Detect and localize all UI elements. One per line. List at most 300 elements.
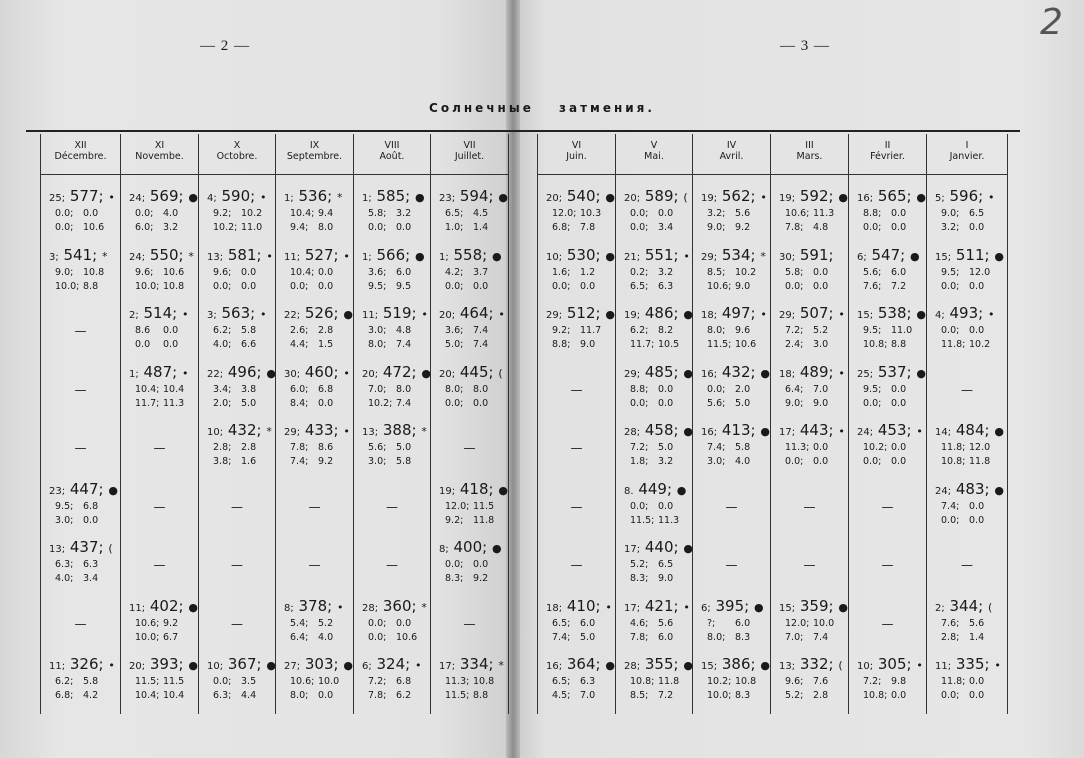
month-roman: III [805, 140, 814, 151]
value: 3.4; [213, 383, 232, 395]
no-eclipse-dash: — [386, 499, 398, 514]
cell-content [849, 655, 926, 713]
value: 9.0 [735, 280, 751, 292]
no-eclipse-dash: — [153, 499, 166, 514]
no-eclipse-dash: — [308, 558, 321, 572]
eclipse-date: 3; [207, 310, 217, 321]
value-line [276, 675, 353, 689]
eclipse-heading [616, 480, 692, 500]
value: 6.3 [580, 676, 596, 687]
eclipse-cell [771, 597, 849, 656]
value: 0.0 [891, 690, 907, 701]
value: 0.0 [891, 383, 907, 395]
value-line [199, 280, 275, 294]
month-name: Juin. [566, 151, 587, 162]
value: 6.0 [658, 631, 674, 643]
value: 5.4; [290, 617, 309, 629]
eclipse-cell [849, 655, 927, 714]
value: 10.6; [707, 280, 732, 292]
value: 1.8; [630, 456, 649, 467]
value: 8.3; [445, 573, 464, 584]
cell-content [354, 187, 430, 245]
value-line [693, 397, 770, 411]
value: 4.4 [241, 690, 257, 701]
value: 9.2; [445, 514, 464, 526]
cell-content [41, 597, 120, 655]
value-line [693, 280, 770, 294]
value-line [616, 514, 692, 528]
month-roman: II [884, 140, 891, 151]
value: 8.0 [473, 383, 489, 395]
eclipse-cell [927, 187, 1008, 246]
value-line [616, 338, 692, 352]
eclipse-date: 13; [207, 251, 224, 263]
eclipse-heading [199, 655, 275, 675]
value: 0.0; [55, 208, 74, 219]
value: 0.0; [368, 631, 387, 643]
cell-content [693, 363, 770, 421]
value: 5.2 [813, 325, 829, 336]
eclipse-cell [616, 421, 693, 480]
table-row [538, 304, 1008, 363]
eclipse-heading [771, 363, 848, 383]
value: 10.4 [163, 383, 185, 395]
value: 3.2 [163, 222, 179, 233]
value: 0.0; [630, 208, 649, 219]
eclipse-heading [616, 304, 692, 324]
value: 0.0 [891, 397, 907, 409]
cell-content [771, 480, 848, 538]
value-line [354, 397, 430, 411]
cell-content [199, 187, 275, 245]
cell-content [354, 655, 430, 713]
eclipse-number: 421; [644, 596, 679, 615]
value: 6.5; [552, 617, 571, 629]
eclipse-number: 551; [644, 245, 679, 264]
value-line [354, 221, 430, 235]
cell-content [538, 480, 615, 538]
cell-content [616, 187, 692, 245]
value-line [41, 514, 120, 528]
eclipse-date: 17; [439, 661, 456, 672]
eclipse-heading [199, 187, 275, 207]
table-row [538, 480, 1008, 539]
no-eclipse-dash: — [74, 324, 87, 338]
eclipse-number: 484; [955, 421, 990, 439]
eclipse-number: 594; [459, 187, 494, 205]
eclipse-number: 538; [877, 304, 912, 322]
no-eclipse-dash: — [881, 558, 894, 572]
eclipse-cell [927, 421, 1008, 480]
eclipse-type-symbol: • [259, 191, 267, 204]
eclipse-heading [927, 655, 1007, 675]
eclipse-type-symbol: • [994, 659, 1001, 672]
cell-content [121, 304, 198, 362]
eclipse-date: 10; [546, 251, 563, 263]
eclipse-date: 29; [701, 251, 718, 263]
eclipse-cell [693, 187, 771, 246]
value-line [199, 338, 275, 352]
value: 6.3; [213, 690, 232, 701]
eclipse-heading [276, 246, 353, 266]
value: 6.8 [318, 383, 334, 395]
cell-content [431, 187, 508, 245]
eclipse-cell [121, 421, 199, 480]
cell-content [121, 480, 198, 538]
eclipse-cell [849, 480, 927, 539]
eclipse-number: 458; [644, 421, 679, 439]
value: 4.2; [445, 266, 464, 278]
month-header [771, 134, 849, 175]
cell-content [121, 421, 198, 479]
eclipse-date: 10; [207, 661, 224, 672]
no-eclipse-dash: — [231, 499, 243, 514]
value: 5.8 [735, 442, 751, 453]
eclipse-type-symbol: • [916, 425, 923, 438]
value-line [121, 675, 198, 689]
value: 7.6 [813, 676, 829, 687]
eclipse-number: 447; [69, 479, 104, 498]
value: 11.5; [707, 339, 732, 350]
cell-content [431, 304, 508, 362]
eclipse-heading [927, 480, 1007, 500]
value: 11.8; [941, 339, 966, 350]
eclipse-heading [693, 421, 770, 441]
value: 9.2; [552, 325, 571, 336]
cell-content [927, 246, 1007, 304]
cell-content [121, 187, 198, 245]
eclipse-heading [276, 304, 353, 324]
eclipse-heading [616, 187, 692, 207]
value-line [199, 455, 275, 469]
value: 3.8; [213, 456, 232, 467]
value: 9.0 [813, 397, 829, 409]
eclipse-cell [616, 480, 693, 539]
eclipse-type-symbol: • [838, 366, 845, 380]
eclipse-type-symbol: ● [414, 191, 425, 204]
eclipse-type-symbol: ● [108, 483, 118, 497]
value: 0.0 [969, 222, 985, 233]
top-rule [26, 130, 1020, 132]
eclipse-type-symbol: ● [916, 191, 926, 204]
value: 3.6; [368, 266, 387, 278]
eclipse-cell [616, 538, 693, 597]
value: 12.0 [969, 266, 991, 278]
eclipse-heading [616, 655, 692, 675]
value: 7.8; [368, 690, 387, 701]
eclipse-type-symbol: ● [994, 425, 1004, 438]
eclipse-date: 20; [362, 368, 379, 380]
value: 0.0 [163, 339, 179, 350]
eclipse-number: 589; [644, 187, 679, 205]
eclipse-number: 437; [69, 538, 104, 556]
value-line [849, 383, 926, 397]
table-row [538, 655, 1008, 714]
eclipse-cell [693, 304, 771, 363]
cell-content [199, 538, 275, 596]
cell-content [41, 538, 120, 596]
value: 5.0 [580, 631, 596, 643]
eclipse-heading [538, 187, 615, 207]
value: 11.5 [163, 676, 185, 687]
value: 11.5; [630, 514, 655, 526]
value: 10.2; [368, 397, 393, 409]
eclipse-number: 440; [644, 538, 679, 556]
value: 10.6; [290, 676, 315, 687]
value-line [849, 207, 926, 221]
value: 2.8 [318, 325, 334, 336]
eclipse-date: 1; [129, 368, 139, 380]
cell-content [276, 187, 353, 245]
eclipse-number: 410; [566, 596, 601, 615]
eclipse-heading [354, 363, 430, 383]
value-line [276, 689, 353, 703]
value: 3.2 [658, 266, 674, 278]
value-line [199, 221, 275, 235]
cell-content [849, 480, 926, 538]
eclipse-number: 402; [149, 596, 184, 615]
cell-content [276, 363, 353, 421]
value: 5.6 [658, 617, 674, 629]
eclipse-heading [41, 538, 120, 558]
eclipse-type-symbol: ● [498, 191, 508, 204]
value: 8.3; [630, 573, 649, 584]
value: 4.0 [735, 456, 751, 467]
eclipse-cell [41, 421, 121, 480]
eclipse-heading [354, 597, 430, 617]
value: 10.4; [135, 383, 160, 395]
value: 0.0 [891, 208, 907, 219]
eclipse-cell [199, 655, 276, 714]
value: 2.8; [941, 631, 960, 643]
eclipse-number: 526; [304, 304, 339, 322]
value: 10.0; [135, 280, 160, 292]
eclipse-date: 18; [779, 368, 796, 380]
value: 5.2 [318, 617, 334, 629]
eclipse-number: 540; [566, 187, 601, 205]
eclipse-cell [538, 655, 616, 714]
handwritten-page-mark: 2 [1040, 2, 1063, 43]
value-line [849, 397, 926, 411]
value: 0.0 [318, 280, 334, 292]
eclipse-cell [431, 246, 509, 305]
value: 6.4; [785, 383, 804, 395]
cell-content [199, 363, 275, 421]
value-line [771, 689, 848, 703]
eclipse-number: 558; [453, 245, 488, 264]
value-line [771, 338, 848, 352]
eclipse-date: 20; [546, 193, 563, 204]
eclipse-heading [849, 246, 926, 266]
value: 7.2 [658, 690, 674, 701]
no-eclipse-dash: — [231, 558, 243, 572]
cell-content [849, 363, 926, 421]
eclipse-date: 20; [624, 193, 641, 204]
value: 3.0; [707, 456, 726, 467]
cell-content [354, 304, 430, 362]
value-line [276, 383, 353, 397]
eclipse-date: 1; [284, 193, 294, 204]
value: 4.0; [213, 339, 232, 350]
no-eclipse-dash: — [725, 499, 738, 514]
eclipse-number: 485; [644, 362, 679, 381]
value-line [693, 383, 770, 397]
no-eclipse-dash: — [961, 558, 973, 572]
eclipse-heading [354, 187, 430, 207]
value-line [771, 221, 848, 235]
value: 7.6; [863, 280, 882, 292]
value: 0.0 [396, 617, 412, 629]
value-line [431, 572, 508, 586]
eclipse-cell [693, 655, 771, 714]
eclipse-type-symbol: ● [498, 483, 508, 497]
value-line [276, 631, 353, 645]
eclipse-date: 11; [362, 310, 379, 321]
eclipse-date: 5; [935, 193, 945, 204]
value: 10.2; [213, 222, 238, 233]
table-row [538, 538, 1008, 597]
eclipse-number: 472; [382, 362, 417, 381]
value-line [927, 266, 1007, 280]
eclipse-date: 11; [129, 602, 146, 614]
eclipse-type-symbol: ● [491, 542, 502, 555]
eclipse-cell [354, 421, 431, 480]
eclipse-date: 13; [362, 427, 379, 438]
value: 11.7 [580, 325, 602, 336]
value: 7.4 [813, 631, 829, 643]
eclipse-date: 24; [857, 427, 874, 438]
value-line [693, 207, 770, 221]
value-line [693, 266, 770, 280]
value: 5.6; [368, 442, 387, 453]
eclipse-cell [354, 597, 431, 656]
eclipse-heading [849, 187, 926, 207]
value: 10.8 [83, 266, 105, 278]
cell-content [849, 421, 926, 479]
cell-content [276, 246, 353, 304]
value: 2.0 [735, 383, 751, 395]
value: 10.8 [735, 676, 757, 687]
cell-content [616, 246, 692, 304]
eclipse-type-symbol: ( [987, 600, 993, 614]
eclipse-number: 432; [227, 421, 262, 439]
value: 11.3 [658, 514, 680, 526]
eclipse-date: 15; [935, 251, 952, 263]
value: 2.6; [290, 325, 309, 336]
eclipse-type-symbol: ● [916, 308, 926, 321]
value-line [41, 280, 120, 294]
eclipse-type-symbol: ● [683, 308, 693, 321]
value: 10.2; [863, 442, 888, 453]
value: 2.8 [241, 442, 257, 453]
value-line [616, 280, 692, 294]
value: 11.0 [891, 325, 913, 336]
value: 9.0; [785, 397, 804, 409]
eclipse-type-symbol: ● [605, 249, 615, 263]
value: 12.0; [552, 208, 577, 219]
eclipse-heading [927, 597, 1007, 617]
value: 0.0 [969, 514, 985, 526]
value: 6.8; [552, 222, 571, 233]
eclipse-number: 418; [459, 479, 494, 498]
value: 7.2; [368, 676, 387, 687]
month-name: Janvier. [949, 151, 985, 162]
cell-content [199, 480, 275, 538]
value-line [849, 338, 926, 352]
no-eclipse-dash: — [74, 616, 87, 631]
value-line [693, 675, 770, 689]
value: 0.0; [941, 690, 960, 701]
cell-content [431, 363, 508, 421]
eclipse-number: 537; [877, 362, 912, 381]
value: 9.2 [163, 617, 179, 629]
value-line [41, 558, 120, 572]
value: 10.4; [290, 266, 315, 278]
eclipse-heading [693, 304, 770, 324]
value: 7.4 [473, 325, 489, 336]
cell-content [771, 304, 848, 362]
value-line [121, 338, 198, 352]
value-line [354, 631, 430, 645]
eclipse-heading [199, 363, 275, 383]
eclipse-date: 16; [701, 427, 718, 438]
value-line [849, 689, 926, 703]
table-row [538, 363, 1008, 422]
value-line [538, 207, 615, 221]
value: 5.0 [241, 397, 257, 409]
eclipse-type-symbol: ● [188, 600, 198, 614]
eclipse-type-symbol: ( [108, 542, 113, 555]
eclipse-heading [927, 246, 1007, 266]
value-line [927, 280, 1007, 294]
eclipse-type-symbol: ● [414, 249, 425, 263]
value: 7.2; [630, 442, 649, 453]
page-number-left: — 2 — [200, 38, 250, 54]
value-line [616, 383, 692, 397]
value-line [927, 689, 1007, 703]
value: 0.0 [658, 208, 674, 219]
value-line [538, 631, 615, 645]
eclipse-number: 367; [227, 655, 262, 673]
cell-content [41, 363, 120, 421]
value: 7.4 [396, 339, 412, 350]
value: 3.4 [83, 573, 99, 584]
month-name: Mars. [796, 151, 823, 162]
value-line [41, 689, 120, 703]
cell-content [276, 655, 353, 713]
eclipse-date: 19; [624, 310, 641, 321]
value: 8.8; [552, 339, 571, 350]
value-line [849, 675, 926, 689]
value: 0.0; [630, 500, 649, 512]
eclipse-date: 6; [857, 251, 867, 263]
value: 6.6 [241, 339, 257, 350]
value-line [121, 280, 198, 294]
value: 8.3 [735, 690, 751, 701]
eclipse-type-symbol: • [343, 249, 350, 263]
eclipse-number: 507; [799, 304, 834, 322]
month-name: Octobre. [216, 151, 258, 162]
value: 0.0; [445, 559, 464, 570]
no-eclipse-dash: — [74, 441, 87, 455]
value-line [199, 266, 275, 280]
eclipse-heading [771, 655, 848, 675]
cell-content [276, 421, 353, 479]
eclipse-cell [41, 363, 121, 422]
eclipse-heading [121, 304, 198, 324]
eclipse-date: 6; [701, 602, 711, 614]
value: 9.5; [55, 500, 74, 512]
